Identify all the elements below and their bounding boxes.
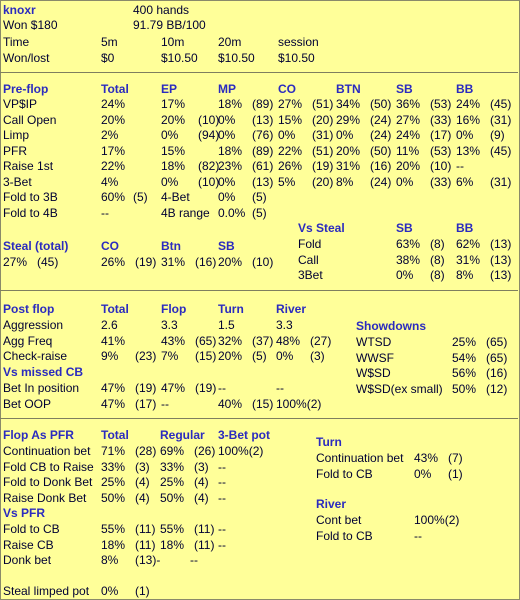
- vs-pfr-row-label: Raise CB: [3, 537, 54, 552]
- flop-pfr-row-value: --: [218, 475, 226, 489]
- postflop-row-value: (37): [252, 333, 274, 348]
- preflop-col-btn: BTN: [336, 82, 361, 96]
- flop-pfr-row-value: 33%: [160, 459, 185, 474]
- flop-pfr-col-regular: Regular: [160, 428, 205, 442]
- missed-cb-row-label: Bet OOP: [3, 396, 52, 411]
- flop-pfr-row-value: (4): [135, 475, 150, 489]
- postflop-row-value: (27): [310, 333, 332, 348]
- wonlost-10m: $10.50: [161, 51, 198, 65]
- vs-steal-row-label: Call: [298, 252, 319, 267]
- steal-limped-value: (1): [135, 584, 150, 598]
- showdown-row-value: 25%: [452, 335, 477, 349]
- preflop-row-value: 24%: [456, 97, 481, 111]
- preflop-row-value: 20%: [101, 112, 126, 127]
- flop-pfr-row-value: (4): [135, 490, 150, 505]
- showdown-row-label: W$SD(ex small): [356, 381, 443, 396]
- flop-pfr-row-value: 69%: [160, 444, 185, 458]
- preflop-row-value: 4B range: [161, 205, 210, 220]
- steal-value: 20%: [218, 255, 243, 269]
- preflop-row-label: PFR: [3, 143, 27, 158]
- vs-pfr-row-value: 55%: [101, 522, 126, 536]
- postflop-col-river: River: [276, 302, 307, 316]
- steal-col-btn: Btn: [161, 239, 181, 253]
- postflop-row-value: (65): [195, 333, 217, 348]
- vs-steal-row-value: 38%: [396, 252, 421, 267]
- preflop-row-value: 27%: [278, 97, 303, 111]
- preflop-row-value: 60%: [101, 190, 126, 204]
- preflop-row-value: 31%: [336, 159, 361, 173]
- preflop-row-value: 22%: [101, 159, 126, 173]
- showdown-row-value: (65): [486, 335, 508, 349]
- preflop-row-value: 0%: [161, 128, 179, 142]
- preflop-row-value: 20%: [336, 143, 361, 158]
- preflop-row-value: 18%: [161, 159, 186, 173]
- showdown-row-value: 54%: [452, 350, 477, 365]
- flop-pfr-row-value: 33%: [101, 459, 126, 474]
- preflop-row-value: 5%: [278, 174, 296, 189]
- separator: [0, 72, 518, 73]
- preflop-row-value: (20): [312, 174, 334, 189]
- preflop-row-value: 0%: [278, 128, 296, 142]
- showdown-row-value: 50%: [452, 381, 477, 396]
- turn-row-value: (7): [448, 451, 463, 465]
- preflop-row-value: 0%: [336, 128, 354, 142]
- preflop-row-value: (19): [312, 159, 334, 173]
- vs-pfr-row-value: --: [218, 537, 226, 552]
- flop-pfr-row-value: --: [218, 459, 226, 474]
- preflop-row-value: 0%: [456, 128, 474, 142]
- vs-pfr-row-value: --: [190, 553, 198, 567]
- vs-pfr-row-value: (11): [194, 522, 215, 536]
- preflop-row-value: 16%: [456, 112, 481, 127]
- steal-value: 27%: [3, 255, 28, 269]
- steal-value: 31%: [161, 255, 186, 269]
- preflop-row-value: (53): [430, 97, 452, 111]
- vs-pfr-row-value: (11): [135, 537, 156, 552]
- preflop-row-label: Raise 1st: [3, 159, 54, 173]
- missed-cb-row-value: 47%: [101, 381, 126, 395]
- preflop-row-value: 34%: [336, 97, 361, 111]
- preflop-row-value: 4%: [101, 174, 119, 189]
- preflop-row-value: 23%: [218, 159, 243, 173]
- postflop-row-value: 48%: [276, 333, 301, 348]
- vs-pfr-row-value: 55%: [160, 522, 185, 536]
- time-col-5m: 5m: [101, 35, 118, 49]
- vs-steal-col-sb: SB: [396, 221, 413, 235]
- vs-steal-row-value: (8): [430, 252, 445, 267]
- preflop-row-value: 0%: [218, 112, 236, 127]
- wonlost-session: $10.50: [278, 51, 315, 65]
- vs-steal-row-value: 0%: [396, 268, 414, 282]
- preflop-row-value: (33): [430, 112, 452, 127]
- vs-steal-row-value: (8): [430, 268, 445, 282]
- missed-cb-row-value: (19): [135, 381, 157, 395]
- missed-cb-row-value: (15): [252, 396, 274, 411]
- postflop-row-value: 32%: [218, 333, 243, 348]
- preflop-title: Pre-flop: [3, 82, 49, 96]
- preflop-row-value: 8%: [336, 174, 354, 189]
- turn-row-label: Fold to CB: [316, 466, 373, 481]
- steal-limped-value: 0%: [101, 584, 119, 598]
- preflop-row-value: (9): [490, 128, 505, 142]
- preflop-row-value: 11%: [396, 143, 420, 158]
- showdown-row-value: (16): [486, 366, 508, 380]
- vs-steal-row-value: 31%: [456, 252, 481, 267]
- flop-pfr-row-value: (26): [194, 444, 216, 458]
- preflop-row-value: (13): [252, 174, 274, 189]
- preflop-row-value: (5): [252, 190, 267, 204]
- flop-pfr-title: Flop As PFR: [3, 428, 74, 442]
- vs-steal-row-value: (13): [490, 237, 512, 251]
- postflop-col-turn: Turn: [218, 302, 244, 316]
- vs-steal-col-bb: BB: [456, 221, 474, 235]
- preflop-row-value: 0%: [161, 174, 179, 189]
- postflop-row-value: 9%: [101, 349, 119, 363]
- separator: [0, 290, 518, 291]
- flop-pfr-row-value: (3): [135, 459, 150, 474]
- preflop-row-value: 0%: [218, 128, 236, 142]
- flop-pfr-row-label: Continuation bet: [3, 444, 91, 458]
- preflop-row-label: Limp: [3, 128, 30, 142]
- postflop-row-value: 0%: [276, 349, 294, 363]
- preflop-row-value: (16): [370, 159, 392, 173]
- missed-cb-row-label: Bet In position: [3, 381, 80, 395]
- vs-steal-row-value: 63%: [396, 237, 421, 251]
- flop-pfr-row-value: 50%: [101, 490, 126, 505]
- preflop-row-value: (10): [198, 112, 220, 127]
- vs-steal-row-value: 8%: [456, 268, 474, 282]
- preflop-row-value: 24%: [396, 128, 421, 142]
- preflop-col-bb: BB: [456, 82, 474, 96]
- postflop-row-value: 7%: [161, 349, 179, 363]
- vs-steal-row-value: (8): [430, 237, 445, 251]
- preflop-row-value: (13): [252, 112, 274, 127]
- postflop-row-label: Aggression: [3, 318, 64, 332]
- vs-steal-title: Vs Steal: [298, 221, 345, 235]
- steal-value: (19): [135, 255, 157, 269]
- preflop-row-value: (33): [430, 174, 452, 189]
- preflop-row-value: 20%: [396, 159, 421, 173]
- preflop-row-value: (82): [198, 159, 220, 173]
- preflop-col-ep: EP: [161, 82, 178, 96]
- preflop-row-value: (89): [252, 143, 274, 158]
- preflop-row-value: (51): [312, 143, 334, 158]
- postflop-col-total: Total: [101, 302, 129, 316]
- preflop-row-value: (24): [370, 128, 392, 142]
- postflop-row-value: 43%: [161, 333, 186, 348]
- missed-cb-row-value: 47%: [101, 396, 126, 411]
- preflop-row-value: (89): [252, 97, 274, 111]
- turn-title: Turn: [316, 435, 342, 449]
- vs-steal-row-value: 62%: [456, 237, 481, 251]
- preflop-row-value: (76): [252, 128, 274, 142]
- preflop-row-label: VP$IP: [3, 97, 38, 111]
- flop-pfr-row-value: (3): [194, 459, 209, 474]
- preflop-row-value: (20): [312, 112, 334, 127]
- missed-cb-row-value: (17): [135, 396, 157, 411]
- preflop-row-value: 24%: [101, 97, 126, 111]
- turn-row-value: 43%: [414, 451, 439, 465]
- preflop-row-value: (5): [133, 190, 148, 204]
- postflop-row-value: 3.3: [161, 318, 178, 332]
- preflop-row-value: --: [456, 159, 464, 173]
- vs-pfr-row-value: 18%: [101, 537, 126, 552]
- postflop-row-value: 1.5: [218, 318, 235, 332]
- flop-pfr-row-label: Fold CB to Raise: [3, 459, 94, 474]
- flop-pfr-row-value: (4): [194, 490, 209, 505]
- preflop-row-value: 17%: [101, 143, 126, 158]
- postflop-row-value: (15): [195, 349, 217, 363]
- flop-pfr-row-value: 25%: [160, 475, 185, 489]
- preflop-row-value: (31): [312, 128, 334, 142]
- postflop-row-value: 41%: [101, 333, 126, 348]
- preflop-col-co: CO: [278, 82, 296, 96]
- bb-per-100: 91.79 BB/100: [133, 18, 206, 32]
- showdown-row-value: (12): [486, 381, 508, 396]
- postflop-row-label: Check-raise: [3, 349, 68, 363]
- preflop-row-value: (51): [312, 97, 334, 111]
- preflop-row-label: Fold to 4B: [3, 205, 58, 220]
- preflop-row-label: Fold to 3B: [3, 190, 58, 204]
- vs-pfr-title: Vs PFR: [3, 506, 46, 520]
- preflop-row-value: (94): [198, 128, 220, 142]
- missed-cb-row-value: 47%: [161, 381, 186, 395]
- postflop-col-flop: Flop: [161, 302, 187, 316]
- preflop-row-value: 0%: [218, 190, 236, 204]
- postflop-row-value: 3.3: [276, 318, 293, 332]
- preflop-row-value: (53): [430, 143, 452, 158]
- missed-cb-row-value: (19): [195, 381, 217, 395]
- preflop-row-value: (10): [430, 159, 452, 173]
- vs-pfr-row-value: (11): [135, 522, 156, 536]
- showdowns-title: Showdowns: [356, 319, 426, 333]
- preflop-col-sb: SB: [396, 82, 413, 96]
- wonlost-20m: $10.50: [218, 51, 255, 65]
- time-label: Time: [3, 35, 30, 49]
- preflop-row-value: 13%: [456, 143, 481, 158]
- separator: [0, 418, 518, 419]
- preflop-row-value: 4-Bet: [161, 190, 190, 204]
- steal-title: Steal (total): [3, 239, 69, 253]
- vs-missed-cb-title: Vs missed CB: [3, 365, 84, 379]
- preflop-row-value: 20%: [161, 112, 186, 127]
- vs-steal-row-value: (13): [490, 268, 512, 282]
- postflop-row-value: (3): [310, 349, 325, 363]
- flop-pfr-row-label: Fold to Donk Bet: [3, 475, 93, 489]
- flop-pfr-row-value: 50%: [160, 490, 185, 505]
- vs-pfr-row-value: (13)-: [135, 553, 161, 567]
- preflop-row-value: --: [101, 205, 109, 220]
- preflop-row-value: (24): [370, 112, 392, 127]
- postflop-row-value: (5): [252, 349, 267, 363]
- preflop-row-value: (31): [490, 174, 512, 189]
- steal-value: (16): [195, 255, 217, 269]
- preflop-row-value: 18%: [218, 143, 243, 158]
- river-row-value: 100%(2): [414, 513, 460, 527]
- preflop-row-value: (24): [370, 174, 392, 189]
- vs-pfr-row-value: (11): [194, 537, 215, 552]
- steal-col-co: CO: [101, 239, 119, 253]
- steal-value: (45): [37, 255, 59, 269]
- river-row-label: Cont bet: [316, 513, 362, 527]
- missed-cb-row-value: 40%: [218, 396, 243, 411]
- missed-cb-row-value: --: [218, 381, 226, 395]
- vs-pfr-row-value: --: [218, 522, 226, 536]
- turn-row-label: Continuation bet: [316, 451, 404, 465]
- postflop-row-value: 2.6: [101, 318, 118, 332]
- preflop-row-value: 0.0%: [218, 205, 246, 220]
- flop-pfr-row-label: Raise Donk Bet: [3, 490, 87, 505]
- missed-cb-row-value: 100%(2): [276, 396, 322, 411]
- preflop-row-value: (61): [252, 159, 274, 173]
- preflop-row-value: (31): [490, 112, 512, 127]
- vs-steal-row-value: (13): [490, 252, 512, 267]
- player-name: knoxr: [3, 3, 36, 17]
- steal-value: 26%: [101, 255, 126, 269]
- showdown-row-label: WWSF: [356, 350, 394, 365]
- postflop-row-value: (23): [135, 349, 157, 363]
- preflop-row-label: Call Open: [3, 112, 57, 127]
- postflop-row-value: 20%: [218, 349, 243, 363]
- flop-pfr-col-total: Total: [101, 428, 129, 442]
- hands-count: 400 hands: [133, 3, 190, 17]
- vs-pfr-row-value: 18%: [160, 537, 185, 552]
- river-title: River: [316, 497, 347, 511]
- postflop-title: Post flop: [3, 302, 55, 316]
- showdown-row-value: (65): [486, 350, 508, 365]
- preflop-col-total: Total: [101, 82, 129, 96]
- turn-row-value: 0%: [414, 466, 432, 481]
- flop-pfr-row-value: 71%: [101, 444, 126, 458]
- preflop-row-value: 0%: [396, 174, 414, 189]
- preflop-row-value: (50): [370, 143, 392, 158]
- preflop-row-value: 36%: [396, 97, 421, 111]
- preflop-row-value: 26%: [278, 159, 303, 173]
- showdown-row-label: WTSD: [356, 335, 392, 349]
- steal-col-sb: SB: [218, 239, 235, 253]
- preflop-row-value: (45): [490, 97, 512, 111]
- preflop-row-value: 0%: [218, 174, 236, 189]
- river-row-value: --: [414, 528, 422, 543]
- turn-row-value: (1): [448, 466, 463, 481]
- preflop-col-mp: MP: [218, 82, 236, 96]
- flop-pfr-row-value: 25%: [101, 475, 126, 489]
- preflop-row-value: (10): [198, 174, 220, 189]
- won-amount: Won $180: [3, 18, 58, 32]
- time-col-10m: 10m: [161, 35, 185, 49]
- preflop-row-value: 22%: [278, 143, 303, 158]
- preflop-row-label: 3-Bet: [3, 174, 32, 189]
- vs-steal-row-label: Fold: [298, 237, 322, 251]
- preflop-row-value: (50): [370, 97, 392, 111]
- preflop-row-value: 2%: [101, 128, 119, 142]
- showdown-row-label: W$SD: [356, 366, 391, 380]
- vs-pfr-row-label: Donk bet: [3, 553, 52, 567]
- time-col-session: session: [278, 35, 319, 49]
- preflop-row-value: 15%: [278, 112, 303, 127]
- postflop-row-label: Agg Freq: [3, 333, 53, 348]
- vs-pfr-row-label: Fold to CB: [3, 522, 60, 536]
- flop-pfr-row-value: --: [218, 490, 226, 505]
- preflop-row-value: (5): [252, 205, 267, 220]
- wonlost-label: Won/lost: [3, 51, 50, 65]
- preflop-row-value: 18%: [218, 97, 243, 111]
- preflop-row-value: 17%: [161, 97, 186, 111]
- flop-pfr-row-value: (4): [194, 475, 209, 489]
- missed-cb-row-value: --: [161, 396, 169, 411]
- preflop-row-value: (45): [490, 143, 512, 158]
- preflop-row-value: 29%: [336, 112, 361, 127]
- river-row-label: Fold to CB: [316, 528, 373, 543]
- preflop-row-value: 15%: [161, 143, 186, 158]
- missed-cb-row-value: --: [276, 381, 284, 395]
- vs-steal-row-label: 3Bet: [298, 268, 323, 282]
- preflop-row-value: 27%: [396, 112, 421, 127]
- steal-limped-label: Steal limped pot: [3, 584, 90, 598]
- flop-pfr-col-3bet: 3-Bet pot: [218, 428, 270, 442]
- showdown-row-value: 56%: [452, 366, 477, 380]
- wonlost-5m: $0: [101, 51, 115, 65]
- preflop-row-value: 6%: [456, 174, 474, 189]
- time-col-20m: 20m: [218, 35, 242, 49]
- preflop-row-value: (17): [430, 128, 452, 142]
- flop-pfr-row-value: (28): [135, 444, 157, 458]
- vs-pfr-row-value: 8%: [101, 553, 119, 567]
- steal-value: (10): [252, 255, 274, 269]
- flop-pfr-row-value: 100%(2): [218, 444, 264, 458]
